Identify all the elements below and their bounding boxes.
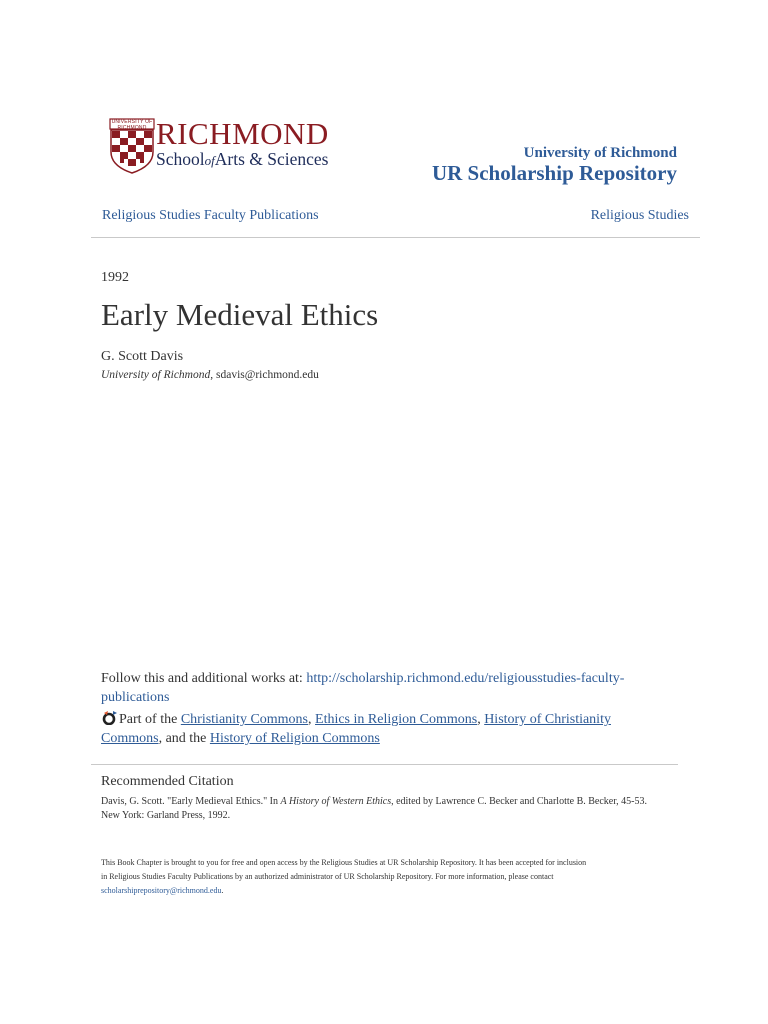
- access-statement: [101, 856, 681, 898]
- logo-name: RICHMOND: [156, 116, 329, 151]
- follow-url-part2: publications: [101, 690, 170, 705]
- breadcrumb: [91, 203, 700, 238]
- crest-label: UNIVERSITY OF RICHMOND: [111, 119, 153, 131]
- access-end: .: [221, 886, 224, 895]
- logo-school-suffix: Arts & Sciences: [214, 149, 329, 169]
- access-line2: in Religious Studies Faculty Publications by an authorized administrator of UR Scholarship Repository. For more information, please contact: [101, 872, 554, 881]
- follow-line: [101, 669, 661, 707]
- follow-url-part1: http://scholarship.richmond.edu/religiousstudies-faculty-: [306, 671, 625, 686]
- logo-school-of: of: [204, 153, 215, 168]
- document-title: Early Medieval Ethics: [101, 297, 379, 332]
- history-christianity-part2: Commons: [101, 731, 159, 746]
- author-email: sdavis@richmond.edu: [215, 369, 319, 381]
- logo-school-prefix: School: [156, 149, 205, 169]
- citation-book-title: A History of Western Ethics: [280, 796, 392, 807]
- breadcrumb-collection-link[interactable]: Religious Studies Faculty Publications: [102, 208, 319, 223]
- affiliation-name: University of Richmond: [101, 369, 211, 381]
- part-of-line: [101, 710, 661, 748]
- history-of-religion-commons-link[interactable]: History of Religion Commons: [209, 731, 380, 746]
- publication-year: 1992: [101, 270, 129, 285]
- access-line1: This Book Chapter is brought to you for free and open access by the Religious Studies at UR Scholarship Repository. It has been accepted for inclusion: [101, 858, 587, 867]
- citation-part2: , edited by Lawrence C. Becker and Charlotte B. Becker, 45-53.: [391, 796, 647, 807]
- author-affiliation: [101, 369, 319, 381]
- part-of-sep1: ,: [308, 712, 316, 727]
- richmond-logo: [109, 118, 349, 176]
- citation-text: [101, 795, 681, 823]
- part-of-sep2: ,: [477, 712, 485, 727]
- part-of-prefix: Part of the: [119, 712, 181, 727]
- logo-school: [156, 149, 328, 171]
- repository-name[interactable]: UR Scholarship Repository: [431, 161, 677, 185]
- breadcrumb-department-link[interactable]: Religious Studies: [590, 208, 689, 223]
- part-of-sep3: , and the: [158, 731, 210, 746]
- christianity-commons-link[interactable]: Christianity Commons: [180, 712, 309, 727]
- email-separator: ,: [210, 369, 216, 381]
- citation-divider: [91, 764, 678, 765]
- open-access-icon: [101, 710, 118, 725]
- contact-email-link[interactable]: scholarshiprepository@richmond.edu: [101, 886, 222, 895]
- follow-prefix: Follow this and additional works at:: [101, 671, 307, 686]
- citation-heading: Recommended Citation: [101, 774, 234, 789]
- citation-part1: Davis, G. Scott. "Early Medieval Ethics." In: [101, 796, 281, 807]
- citation-part3: New York: Garland Press, 1992.: [101, 810, 231, 821]
- ethics-in-religion-commons-link[interactable]: Ethics in Religion Commons: [315, 712, 478, 727]
- history-christianity-part1: History of Christianity: [484, 712, 611, 727]
- repository-university: University of Richmond: [523, 145, 677, 161]
- author-name: G. Scott Davis: [101, 349, 184, 364]
